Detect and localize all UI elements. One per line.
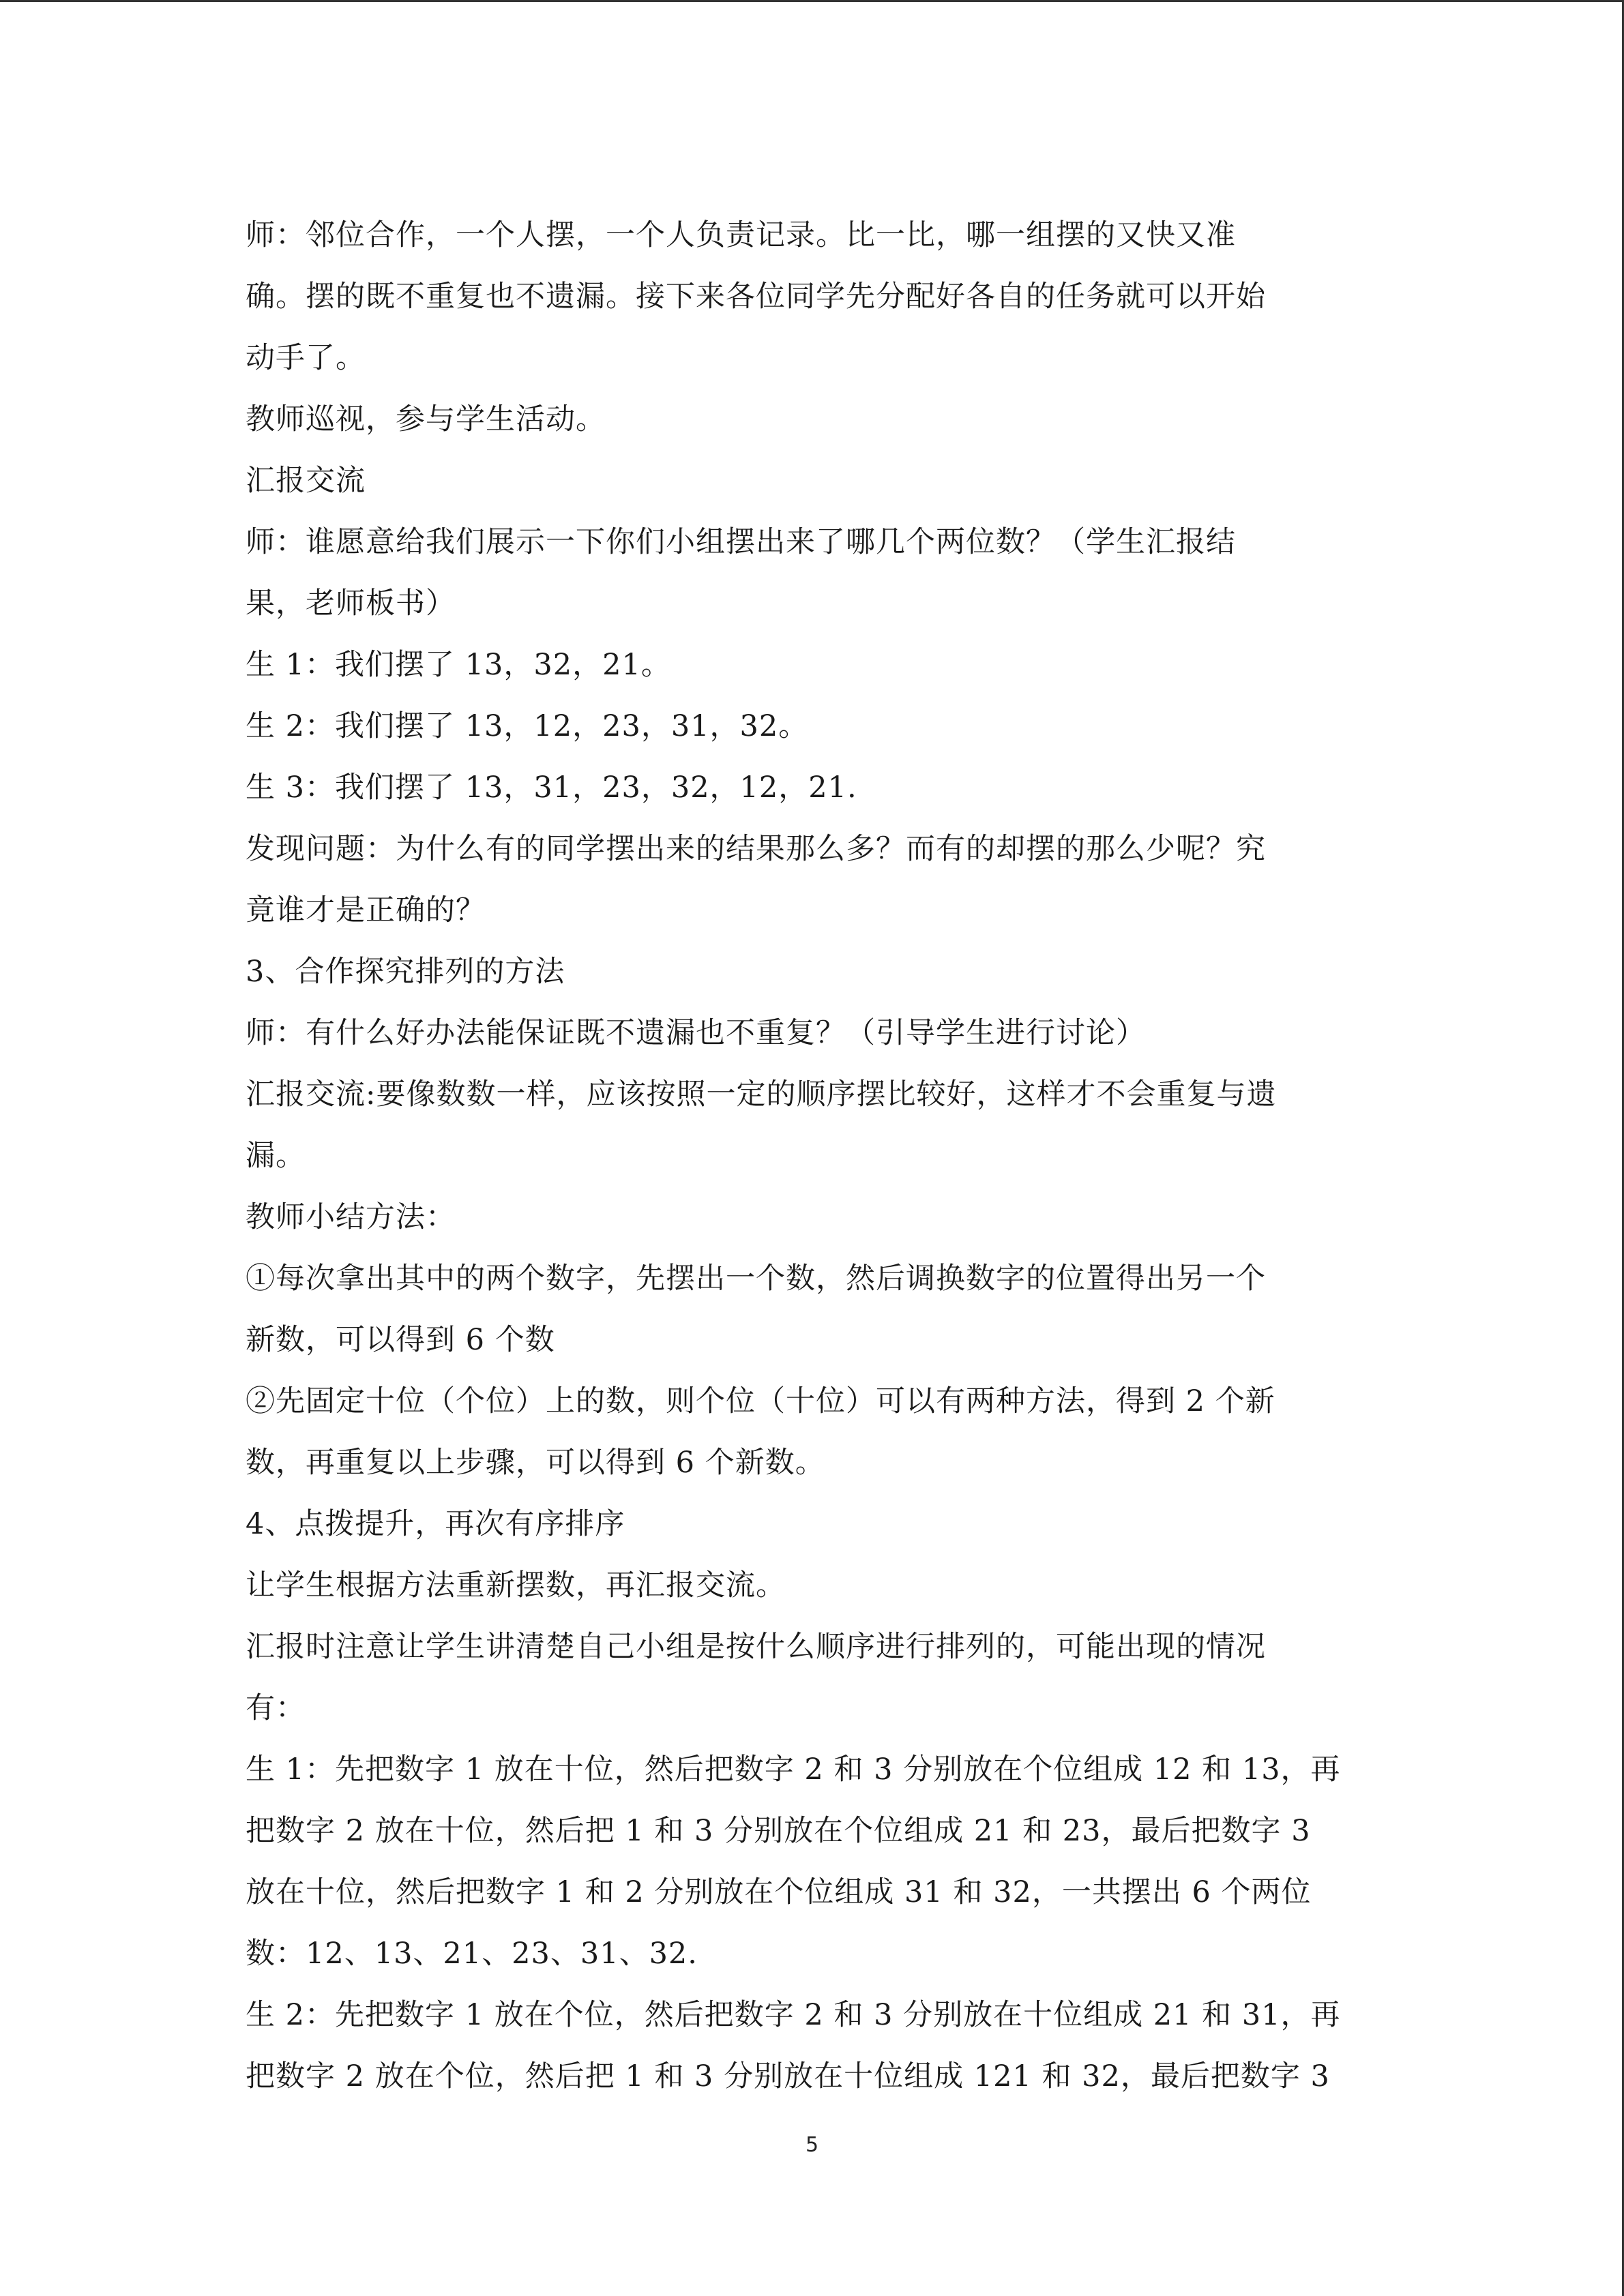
- text-line: 把数字 2 放在个位，然后把 1 和 3 分别放在十位组成 121 和 32，最后把数字 3: [246, 2059, 1330, 2093]
- text-line: 教师小结方法：: [246, 1200, 456, 1234]
- text-line: 生 2：先把数字 1 放在个位，然后把数字 2 和 3 分别放在十位组成 21 和 31，再: [246, 1998, 1341, 2032]
- text-line: 汇报时注意让学生讲清楚自己小组是按什么顺序进行排列的，可能出现的情况: [246, 1630, 1266, 1664]
- section-heading: 4、点拨提升，再次有序排序: [246, 1507, 625, 1541]
- text-line: 生 1：先把数字 1 放在十位，然后把数字 2 和 3 分别放在个位组成 12 和 13，再: [246, 1753, 1341, 1787]
- text-line: 数：12、13、21、23、31、32.: [246, 1937, 698, 1971]
- text-line: 师：谁愿意给我们展示一下你们小组摆出来了哪几个两位数？（学生汇报结: [246, 525, 1236, 559]
- text-line: 新数，可以得到 6 个数: [246, 1323, 555, 1357]
- page-number: 5: [805, 2133, 819, 2157]
- text-line: 数，再重复以上步骤，可以得到 6 个新数。: [246, 1446, 825, 1480]
- text-line: 生 1：我们摆了 13，32，21。: [246, 648, 671, 682]
- document-body: [246, 205, 1378, 2107]
- text-line: 确。摆的既不重复也不遗漏。接下来各位同学先分配好各自的任务就可以开始: [246, 280, 1266, 314]
- text-line: 生 2：我们摆了 13，12，23，31，32。: [246, 709, 809, 743]
- text-line: 师：邻位合作，一个人摆，一个人负责记录。比一比，哪一组摆的又快又准: [246, 218, 1236, 252]
- text-line: 让学生根据方法重新摆数，再汇报交流。: [246, 1568, 786, 1602]
- text-line: 放在十位，然后把数字 1 和 2 分别放在个位组成 31 和 32，一共摆出 6 个两位: [246, 1875, 1312, 1909]
- section-heading: 汇报交流: [246, 464, 366, 498]
- section-heading: 3、合作探究排列的方法: [246, 955, 565, 989]
- text-line: 发现问题：为什么有的同学摆出来的结果那么多？而有的却摆的那么少呢？究: [246, 832, 1266, 866]
- text-line: 果，老师板书）: [246, 586, 456, 621]
- list-item: ①每次拿出其中的两个数字，先摆出一个数，然后调换数字的位置得出另一个: [246, 1262, 1266, 1296]
- text-line: 动手了。: [246, 341, 366, 375]
- text-line: 生 3：我们摆了 13，31，23，32，12，21.: [246, 771, 857, 805]
- text-line: 教师巡视，参与学生活动。: [246, 402, 606, 436]
- text-line: 竟谁才是正确的？: [246, 893, 486, 927]
- list-item: ②先固定十位（个位）上的数，则个位（十位）可以有两种方法，得到 2 个新: [246, 1384, 1275, 1418]
- text-line: 有：: [246, 1691, 306, 1725]
- text-line: 漏。: [246, 1139, 306, 1173]
- text-line: 师：有什么好办法能保证既不遗漏也不重复？（引导学生进行讨论）: [246, 1016, 1146, 1050]
- text-line: 把数字 2 放在十位，然后把 1 和 3 分别放在个位组成 21 和 23，最后把数字 3: [246, 1814, 1311, 1848]
- text-line: 汇报交流:要像数数一样，应该按照一定的顺序摆比较好，这样才不会重复与遗: [246, 1077, 1277, 1112]
